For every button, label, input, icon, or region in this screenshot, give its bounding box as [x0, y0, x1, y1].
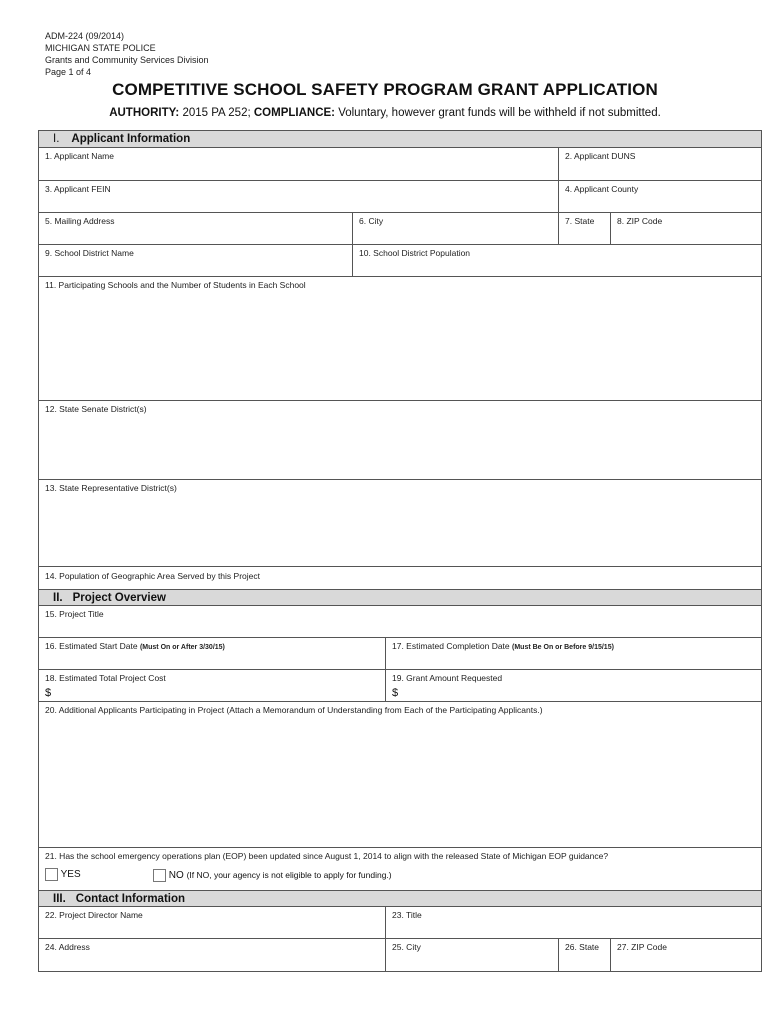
- field-label: 24. Address: [45, 942, 90, 952]
- section-number: II.: [53, 592, 63, 604]
- director-address-field[interactable]: [39, 939, 386, 971]
- section-header-applicant-information: [39, 131, 761, 148]
- eop-question-row: [39, 848, 761, 888]
- field-label: [45, 641, 225, 653]
- director-state-field[interactable]: [559, 939, 611, 971]
- state-field[interactable]: [559, 213, 611, 244]
- applicant-county-field[interactable]: [559, 181, 761, 212]
- no-option-note: (If NO, your agency is not eligible to apply for funding.): [186, 870, 392, 880]
- form-header: [45, 30, 209, 78]
- section-number: III.: [53, 893, 66, 905]
- form-row: [39, 245, 761, 277]
- form-row: [39, 148, 761, 181]
- applicant-duns-field[interactable]: [559, 148, 761, 180]
- state-senate-districts-field[interactable]: [39, 401, 761, 480]
- field-label-text: 17. Estimated Completion Date: [392, 641, 513, 651]
- school-district-name-field[interactable]: [39, 245, 353, 276]
- page-title: COMPETITIVE SCHOOL SAFETY PROGRAM GRANT APPLICATION: [112, 80, 658, 99]
- section-title: Project Overview: [72, 592, 166, 604]
- field-label: 22. Project Director Name: [45, 910, 143, 920]
- field-label: 4. Applicant County: [565, 184, 639, 194]
- applicant-name-field[interactable]: [39, 148, 559, 180]
- field-label: 19. Grant Amount Requested: [392, 673, 503, 683]
- agency-name: MICHIGAN STATE POLICE: [45, 43, 156, 53]
- no-checkbox[interactable]: [153, 869, 166, 882]
- field-label: 14. Population of Geographic Area Served by this Project: [45, 571, 260, 581]
- field-label: 21. Has the school emergency operations plan (EOP) been updated since August 1, 2014 to align with the released State of Michigan EOP guidance?: [45, 851, 609, 861]
- field-note: (Must Be On or Before 9/15/15): [512, 644, 614, 651]
- director-city-field[interactable]: [386, 939, 559, 971]
- field-label-text: 16. Estimated Start Date: [45, 641, 140, 651]
- city-field[interactable]: [353, 213, 559, 244]
- field-label: 2. Applicant DUNS: [565, 151, 636, 161]
- eop-yes-option[interactable]: [45, 868, 81, 882]
- form-row: [39, 638, 761, 670]
- division-name: Grants and Community Services Division: [45, 55, 209, 65]
- yes-label: YES: [60, 869, 81, 881]
- section-header-contact-information: [39, 890, 761, 907]
- field-label: 25. City: [392, 942, 421, 952]
- field-label: 8. ZIP Code: [617, 216, 663, 226]
- field-label: 3. Applicant FEIN: [45, 184, 111, 194]
- eop-no-option[interactable]: [153, 868, 392, 883]
- field-label: 6. City: [359, 216, 384, 226]
- form-row: [39, 213, 761, 245]
- form-id: ADM-224 (09/2014): [45, 31, 125, 41]
- field-label: 26. State: [565, 942, 600, 952]
- estimated-total-cost-field[interactable]: [39, 670, 386, 701]
- project-title-field[interactable]: [39, 606, 761, 638]
- section-title: Applicant Information: [71, 133, 191, 145]
- section-number: I.: [53, 133, 60, 145]
- field-label: 13. State Representative District(s): [45, 483, 177, 493]
- currency-symbol: $: [392, 687, 399, 699]
- form-row: [39, 670, 761, 702]
- application-form: [38, 130, 762, 972]
- authority-label: AUTHORITY:: [109, 107, 180, 119]
- school-district-population-field[interactable]: [353, 245, 761, 276]
- section-title: Contact Information: [75, 893, 186, 905]
- project-director-name-field[interactable]: [39, 907, 386, 938]
- field-label: 10. School District Population: [359, 248, 471, 258]
- field-label: 12. State Senate District(s): [45, 404, 147, 414]
- participating-schools-field[interactable]: [39, 277, 761, 401]
- estimated-start-date-field[interactable]: [39, 638, 386, 669]
- section-header-project-overview: [39, 589, 761, 606]
- field-label: 27. ZIP Code: [617, 942, 667, 952]
- compliance-label: COMPLIANCE:: [253, 107, 335, 119]
- form-row: [39, 181, 761, 213]
- compliance-text: Voluntary, however grant funds will be withheld if not submitted.: [335, 107, 661, 119]
- field-label: 1. Applicant Name: [45, 151, 114, 161]
- grant-amount-requested-field[interactable]: [386, 670, 761, 701]
- yes-checkbox[interactable]: [45, 868, 58, 881]
- field-label: 15. Project Title: [45, 609, 104, 619]
- currency-symbol: $: [45, 687, 52, 699]
- director-title-field[interactable]: [386, 907, 761, 938]
- form-row: [39, 907, 761, 939]
- zip-code-field[interactable]: [611, 213, 761, 244]
- field-label: 18. Estimated Total Project Cost: [45, 673, 166, 683]
- authority-line: [0, 107, 770, 119]
- additional-applicants-field[interactable]: [39, 702, 761, 848]
- geographic-population-field[interactable]: [39, 567, 761, 589]
- form-row: [39, 939, 761, 971]
- field-label: 23. Title: [392, 910, 422, 920]
- authority-text: 2015 PA 252;: [179, 107, 254, 119]
- page-number: Page 1 of 4: [45, 67, 92, 77]
- field-label: 5. Mailing Address: [45, 216, 115, 226]
- estimated-completion-date-field[interactable]: [386, 638, 761, 669]
- no-label: NO: [168, 870, 184, 881]
- field-label: 7. State: [565, 216, 595, 226]
- field-note: (Must On or After 3/30/15): [139, 644, 225, 651]
- field-label: 20. Additional Applicants Participating in Project (Attach a Memorandum of Understanding from Each of the Participating Applicants.): [45, 705, 543, 715]
- director-zip-code-field[interactable]: [611, 939, 761, 971]
- applicant-fein-field[interactable]: [39, 181, 559, 212]
- field-label: 11. Participating Schools and the Number of Students in Each School: [45, 280, 306, 290]
- mailing-address-field[interactable]: [39, 213, 353, 244]
- field-label: 9. School District Name: [45, 248, 134, 258]
- field-label: [392, 641, 614, 653]
- state-representative-districts-field[interactable]: [39, 480, 761, 567]
